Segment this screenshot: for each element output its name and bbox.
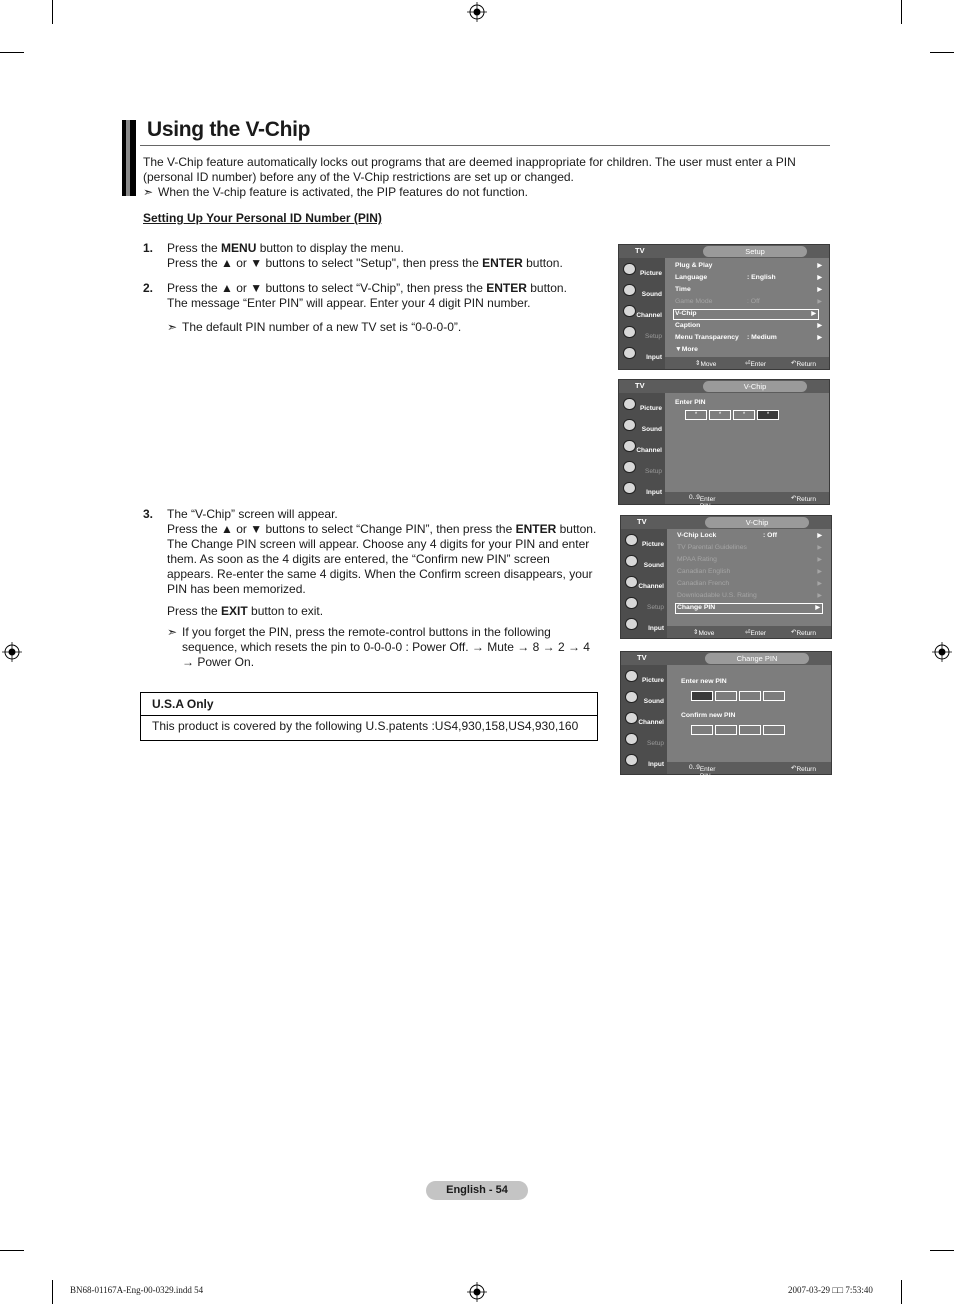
new-pin-boxes [691, 691, 785, 701]
sidebar-item-input[interactable] [620, 479, 664, 499]
menu-item-v-chip[interactable] [673, 309, 819, 320]
arrow-right-icon: ▶ [817, 533, 822, 539]
usa-notice-divider [141, 715, 597, 716]
sidebar-item-sound[interactable] [622, 688, 666, 708]
menu-sidebar [621, 529, 667, 638]
sidebar-label: Input [648, 761, 664, 768]
sidebar-item-setup[interactable] [620, 323, 664, 343]
tv-label: TV [637, 653, 647, 662]
menu-item-downloadable-us-rating[interactable] [677, 592, 822, 599]
sidebar-item-channel[interactable] [620, 437, 664, 457]
step-line: The message “Enter PIN” will appear. Enter your 4 digit PIN number. [167, 296, 531, 310]
setup-gear-icon [625, 733, 638, 745]
sidebar-label: Channel [638, 583, 664, 590]
pin-digit-box[interactable] [763, 691, 785, 701]
arrow-right-icon: ▶ [817, 569, 822, 575]
usa-notice-text: This product is covered by the following U.S.patents :US4,930,158,US4,930,160 [152, 719, 579, 733]
crop-mark [52, 1280, 53, 1304]
crop-mark [901, 1280, 902, 1304]
input-icon [625, 754, 638, 766]
hint-label: Move [700, 361, 717, 368]
step-line: The “V-Chip” screen will appear. [167, 507, 338, 521]
confirm-pin-boxes [691, 725, 785, 735]
menu-list [671, 531, 829, 625]
setup-gear-icon [623, 326, 636, 338]
step-text [167, 507, 599, 670]
registration-mark-icon [932, 642, 952, 662]
sidebar-label: Channel [636, 447, 662, 454]
enter-pin-hint: 0..9 Enter PIN [689, 764, 716, 780]
arrow-right-icon: ▶ [817, 263, 822, 269]
sound-icon [625, 691, 638, 703]
sidebar-label: Setup [645, 333, 662, 340]
hint-label: Return [796, 630, 816, 637]
menu-sidebar [621, 665, 667, 774]
enter-hint: ⏎ Enter [745, 360, 766, 368]
note-arrow-icon: ➣ [167, 625, 178, 639]
menu-item-game-mode[interactable] [675, 298, 822, 305]
pin-digit-box[interactable] [691, 725, 713, 735]
sidebar-item-sound[interactable] [622, 552, 666, 572]
title-divider [140, 145, 830, 146]
confirm-new-pin-label: Confirm new PIN [681, 712, 736, 719]
text-run: button. [526, 281, 567, 295]
step-line [167, 241, 599, 256]
button-name: ENTER [482, 256, 523, 270]
intro-note [143, 185, 823, 200]
menu-item-value: : English [747, 274, 776, 281]
menu-item-tv-parental-guidelines[interactable] [677, 544, 822, 551]
text-run: button to exit. [247, 604, 324, 618]
intro-section [143, 155, 823, 200]
menu-item-label: Canadian English [677, 568, 731, 575]
sidebar-label: Sound [641, 426, 662, 433]
menu-item-label: Plug & Play [675, 262, 713, 269]
step-text [167, 241, 599, 271]
crop-mark [930, 52, 954, 53]
crop-mark [901, 0, 902, 24]
menu-item-label: MPAA Rating [677, 556, 717, 563]
arrow-right-icon: ▶ [811, 311, 816, 317]
screen-title: Change PIN [705, 653, 809, 664]
screen-title: Setup [703, 246, 807, 257]
move-hint: ⇕ Move [695, 360, 717, 368]
sidebar-item-input[interactable] [622, 751, 666, 771]
arrow-right-icon: ▶ [817, 545, 822, 551]
crop-mark [0, 52, 24, 53]
step-line [167, 281, 599, 296]
slug-date-time: 2007-03-29 □□ 7:53:40 [788, 1285, 873, 1295]
menu-item-label: TV Parental Guidelines [677, 544, 747, 551]
menu-list [669, 260, 827, 356]
sidebar-label: Sound [643, 562, 664, 569]
screen-header [621, 516, 831, 529]
menu-sidebar [619, 258, 665, 369]
sound-icon [625, 555, 638, 567]
arrow-right-icon: ▶ [817, 275, 822, 281]
registration-mark-icon [467, 2, 487, 22]
tv-label: TV [635, 381, 645, 390]
pin-entry-area [669, 395, 827, 491]
crop-mark [0, 1250, 24, 1251]
picture-icon [625, 534, 638, 546]
arrow-right-icon: ▶ [817, 287, 822, 293]
enter-pin-hint: 0..9 Enter PIN [689, 494, 716, 510]
sidebar-label: Channel [636, 312, 662, 319]
page-number-badge: English - 54 [426, 1181, 528, 1200]
sidebar-item-setup[interactable] [620, 458, 664, 478]
menu-item-value: : Off [763, 532, 777, 539]
screen-footer [665, 492, 829, 510]
pin-digit-box[interactable]: * [709, 410, 731, 420]
menu-item-menu-transparency[interactable] [675, 334, 822, 341]
sidebar-item-setup[interactable] [622, 730, 666, 750]
screen-footer [665, 357, 829, 369]
slug-file-info: BN68-01167A-Eng-00-0329.indd 54 [70, 1285, 204, 1295]
intro-paragraph: The V-Chip feature automatically locks out programs that are deemed inappropriate for children. The user must enter a PIN (personal ID number) before any of the V-Chip restrictions are set up or changed. [143, 155, 796, 184]
menu-item-caption[interactable] [675, 322, 822, 329]
text-run: button. The Change PIN screen will appear. Choose any 4 digits for your PIN and enter them. As soon as the 4 digits are entered, the “Confirm new PIN” screen appears. Re-enter the same 4 digits. When the Confirm screen disappears, your PIN has been memorized. [167, 522, 597, 596]
menu-item-label: Caption [675, 322, 701, 329]
enter-pin-label: Enter PIN [675, 399, 706, 406]
pin-digit-box[interactable] [715, 691, 737, 701]
sidebar-label: Setup [647, 604, 664, 611]
text-run: button. [522, 256, 563, 270]
pin-digit-box[interactable]: * [685, 410, 707, 420]
menu-item-change-pin[interactable] [675, 603, 823, 614]
menu-item-v-chip-lock[interactable] [677, 532, 822, 539]
menu-item-label: Game Mode [675, 298, 713, 305]
sidebar-item-sound[interactable] [620, 281, 664, 301]
text-run: button to display the menu. [256, 241, 404, 255]
step-note-text: If you forget the PIN, press the remote-control buttons in the following sequence, which resets the pin to 0-0-0-0 : Power Off. → Mute → 8 → 2 → 4 → Power On. [182, 625, 590, 669]
page-title: Using the V-Chip [147, 118, 311, 141]
sidebar-item-channel[interactable] [620, 302, 664, 322]
enter-new-pin-label: Enter new PIN [681, 678, 727, 685]
input-icon [623, 482, 636, 494]
menu-item-label: V-Chip Lock [677, 532, 717, 539]
picture-icon [625, 670, 638, 682]
hint-label: Return [796, 496, 816, 503]
sidebar-label: Picture [639, 270, 662, 277]
menu-item-canadian-english[interactable] [677, 568, 822, 575]
tv-screen-change-pin [620, 651, 832, 780]
button-name: ENTER [515, 522, 557, 536]
menu-item-value: : Off [747, 298, 760, 305]
step-line [167, 604, 599, 619]
step-note [167, 625, 599, 670]
setup-gear-icon [623, 461, 636, 473]
menu-item-value: : Medium [747, 334, 777, 341]
menu-item-plug-play[interactable] [675, 262, 822, 269]
sidebar-item-input[interactable] [620, 344, 664, 364]
step-number: 3. [143, 507, 154, 521]
sidebar-label: Sound [641, 291, 662, 298]
registration-mark-icon [467, 1282, 487, 1302]
sidebar-label: Setup [645, 468, 662, 475]
sidebar-label: Input [646, 489, 662, 496]
channel-icon [623, 305, 636, 317]
tv-screen-setup [618, 244, 830, 370]
pin-digit-box[interactable] [715, 725, 737, 735]
sound-icon [623, 284, 636, 296]
picture-icon [623, 398, 636, 410]
screen-header [619, 245, 829, 258]
usa-notice-box [140, 692, 598, 741]
sidebar-item-picture[interactable] [622, 667, 666, 687]
crop-mark [52, 0, 53, 24]
menu-item-label: Change PIN [677, 604, 716, 611]
picture-icon [623, 263, 636, 275]
sidebar-item-picture[interactable] [622, 531, 666, 551]
sidebar-item-channel[interactable] [622, 709, 666, 729]
pin-digit-box[interactable] [739, 725, 761, 735]
move-hint: ⇕ Move [693, 629, 715, 637]
text-run: Press the ▲ or ▼ buttons to select “Change PIN”, then press the [167, 522, 516, 536]
sidebar-item-setup[interactable] [622, 594, 666, 614]
tv-label: TV [635, 246, 645, 255]
menu-sidebar [619, 393, 665, 504]
screen-header [621, 652, 831, 665]
return-hint: ↶ Return [791, 495, 816, 503]
hint-label: Enter PIN [699, 496, 716, 510]
sidebar-item-channel[interactable] [622, 573, 666, 593]
sidebar-item-picture[interactable] [620, 260, 664, 280]
pin-entry-area [671, 667, 829, 761]
tv-screen-enter-pin [618, 379, 830, 510]
hint-label: Return [796, 766, 816, 773]
arrow-right-icon: ▶ [817, 299, 822, 305]
section-subheading: Setting Up Your Personal ID Number (PIN) [143, 211, 382, 225]
screen-footer [667, 626, 831, 638]
screen-title: V-Chip [705, 517, 809, 528]
menu-item-language[interactable] [675, 274, 822, 281]
note-arrow-icon: ➣ [167, 320, 178, 334]
step-line [167, 256, 599, 271]
menu-item-label: Time [675, 286, 691, 293]
sidebar-label: Setup [647, 740, 664, 747]
tv-label: TV [637, 517, 647, 526]
menu-item-time[interactable] [675, 286, 822, 293]
hint-label: Return [796, 361, 816, 368]
pin-digit-box[interactable] [739, 691, 761, 701]
sidebar-item-input[interactable] [622, 615, 666, 635]
hint-label: Enter PIN [699, 766, 716, 780]
crop-mark [930, 1250, 954, 1251]
sidebar-label: Input [646, 354, 662, 361]
menu-item-label: Language [675, 274, 708, 281]
arrow-right-icon: ▶ [817, 557, 822, 563]
button-name: EXIT [221, 604, 248, 618]
tv-screen-v-chip [620, 515, 832, 639]
sidebar-label: Sound [643, 698, 664, 705]
sidebar-item-picture[interactable] [620, 395, 664, 415]
menu-item-mpaa-rating[interactable] [677, 556, 822, 563]
menu-item-canadian-french[interactable] [677, 580, 822, 587]
menu-item-label: Downloadable U.S. Rating [677, 592, 757, 599]
text-run: Press the [167, 241, 222, 255]
step-number: 1. [143, 241, 154, 255]
arrow-right-icon: ▶ [817, 581, 822, 587]
sound-icon [623, 419, 636, 431]
screen-header [619, 380, 829, 393]
screen-title: V-Chip [703, 381, 807, 392]
hint-label: Enter [750, 630, 766, 637]
pin-digit-box[interactable]: * [733, 410, 755, 420]
arrow-right-icon: ▶ [817, 335, 822, 341]
registration-mark-icon [2, 642, 22, 662]
text-run: Press the [167, 604, 222, 618]
text-run: Press the ▲ or ▼ buttons to select "Setup", then press the [167, 256, 483, 270]
pin-digit-box[interactable] [763, 725, 785, 735]
usa-notice-title: U.S.A Only [152, 697, 214, 711]
menu-item-label: V-Chip [675, 310, 697, 317]
enter-hint: ⏎ Enter [745, 629, 766, 637]
sidebar-label: Picture [641, 541, 664, 548]
channel-icon [625, 712, 638, 724]
button-name: MENU [221, 241, 257, 255]
sidebar-label: Input [648, 625, 664, 632]
arrow-right-icon: ▶ [817, 593, 822, 599]
pin-digit-box[interactable] [691, 691, 713, 701]
sidebar-label: Picture [641, 677, 664, 684]
setup-gear-icon [625, 597, 638, 609]
channel-icon [623, 440, 636, 452]
sidebar-label: Picture [639, 405, 662, 412]
sidebar-label: Channel [638, 719, 664, 726]
hint-label: Move [698, 630, 715, 637]
button-name: ENTER [486, 281, 527, 295]
menu-item-label: Canadian French [677, 580, 730, 587]
sidebar-item-sound[interactable] [620, 416, 664, 436]
channel-icon [625, 576, 638, 588]
menu-item-label: ▼More [675, 346, 698, 353]
note-arrow-icon: ➣ [143, 185, 154, 199]
input-icon [623, 347, 636, 359]
intro-note-text: When the V-chip feature is activated, the PIP features do not function. [158, 185, 529, 199]
arrow-right-icon: ▶ [817, 323, 822, 329]
hint-label: Enter [750, 361, 766, 368]
return-hint: ↶ Return [791, 360, 816, 368]
step-note-text: The default PIN number of a new TV set is “0-0-0-0”. [182, 320, 462, 334]
step-line [167, 522, 599, 597]
menu-item-more[interactable] [675, 346, 817, 353]
title-accent-bar [122, 120, 136, 196]
input-icon [625, 618, 638, 630]
pin-boxes [685, 410, 779, 420]
step-note [167, 320, 599, 335]
screen-footer [667, 762, 831, 780]
return-hint: ↶ Return [791, 765, 816, 773]
arrow-right-icon: ▶ [815, 605, 820, 611]
step-text [167, 281, 599, 335]
return-hint: ↶ Return [791, 629, 816, 637]
pin-digit-box[interactable]: * [757, 410, 779, 420]
menu-item-label: Menu Transparency [675, 334, 739, 341]
text-run: Press the ▲ or ▼ buttons to select “V-Chip”, then press the [167, 281, 487, 295]
step-number: 2. [143, 281, 154, 295]
